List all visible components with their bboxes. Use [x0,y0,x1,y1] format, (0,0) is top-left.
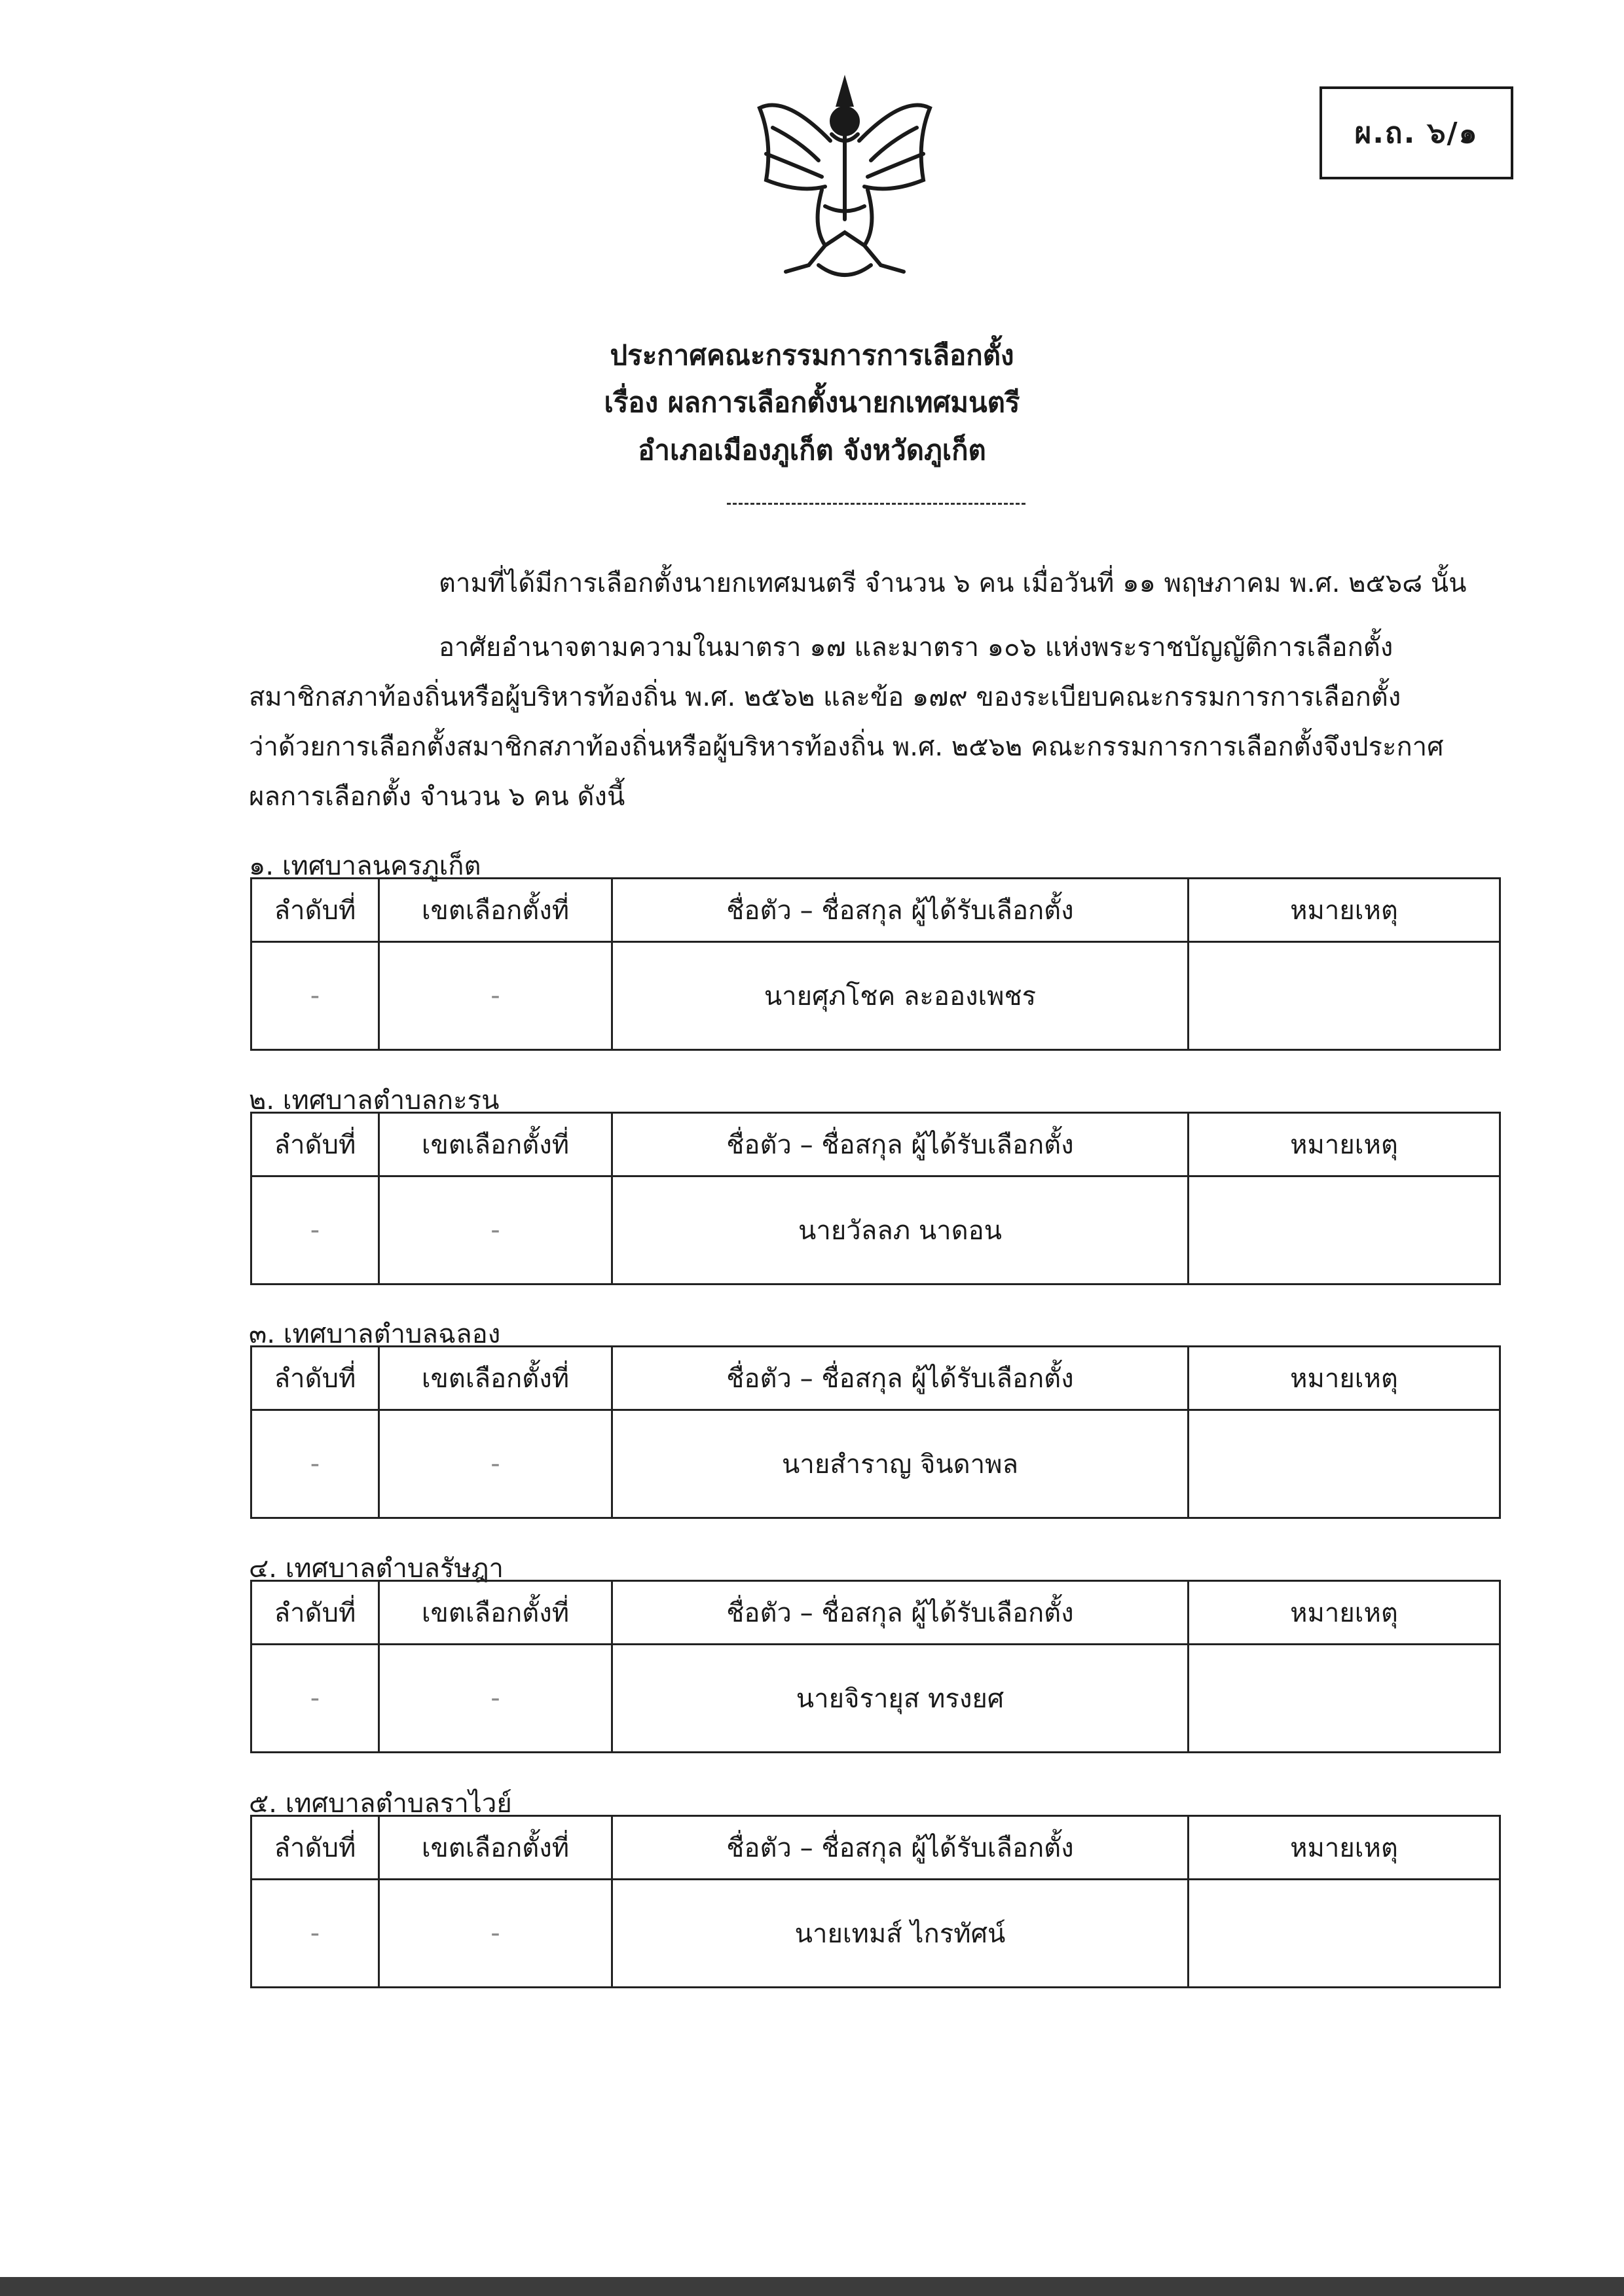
cell-district: - [379,1880,612,1988]
cell-order: - [251,1176,379,1285]
header-remark: หมายเหตุ [1189,1113,1500,1176]
garuda-emblem-icon [747,69,943,295]
cell-elected-name: นายเทมส์ ไกรทัศน์ [612,1880,1189,1988]
header-remark: หมายเหตุ [1189,1816,1500,1880]
section-label-3: ๓. เทศบาลตำบลฉลอง [249,1319,501,1349]
intro-paragraph: ตามที่ได้มีการเลือกตั้งนายกเทศมนตรี จำนวน ๖ คน เมื่อวันที่ ๑๑ พฤษภาคม พ.ศ. ๒๕๖๘ นั้น [439,568,1467,598]
cell-elected-name: นายจิรายุส ทรงยศ [612,1645,1189,1753]
header-order: ลำดับที่ [251,1113,379,1176]
cell-order: - [251,1410,379,1518]
form-code-box: ผ.ถ. ๖/๑ [1320,86,1513,179]
header-district: เขตเลือกตั้งที่ [379,1816,612,1880]
cell-remark [1189,1880,1500,1988]
header-order: ลำดับที่ [251,1347,379,1410]
header-name: ชื่อตัว – ชื่อสกุล ผู้ได้รับเลือกตั้ง [612,879,1189,942]
section-label-2: ๒. เทศบาลตำบลกะรน [249,1085,500,1116]
cell-order: - [251,942,379,1050]
cell-elected-name: นายสำราญ จินดาพล [612,1410,1189,1518]
section-label-1: ๑. เทศบาลนครภูเก็ต [249,851,481,881]
authority-line-4: ผลการเลือกตั้ง จำนวน ๖ คน ดังนี้ [249,782,625,812]
table-row [251,1645,1500,1753]
announcement-subject: เรื่อง ผลการเลือกตั้งนายกเทศมนตรี [604,386,1020,418]
cell-order: - [251,1645,379,1753]
cell-district: - [379,1410,612,1518]
table-header-row [251,879,1500,942]
header-order: ลำดับที่ [251,879,379,942]
cell-district: - [379,942,612,1050]
results-table-2 [250,1112,1501,1285]
results-table-3 [250,1345,1501,1519]
authority-line-1: อาศัยอำนาจตามความในมาตรา ๑๗ และมาตรา ๑๐๖ แห่งพระราชบัญญัติการเลือกตั้ง [439,632,1393,663]
cell-remark [1189,1176,1500,1285]
header-district: เขตเลือกตั้งที่ [379,879,612,942]
table-row [251,1176,1500,1285]
header-remark: หมายเหตุ [1189,1581,1500,1645]
header-name: ชื่อตัว – ชื่อสกุล ผู้ได้รับเลือกตั้ง [612,1113,1189,1176]
announcement-location: อำเภอเมืองภูเก็ต จังหวัดภูเก็ต [638,434,986,466]
table-header-row [251,1347,1500,1410]
announcement-title: ประกาศคณะกรรมการการเลือกตั้ง [610,339,1014,371]
section-label-4: ๔. เทศบาลตำบลรัษฎา [249,1554,504,1584]
header-name: ชื่อตัว – ชื่อสกุล ผู้ได้รับเลือกตั้ง [612,1347,1189,1410]
section-label-5: ๕. เทศบาลตำบลราไวย์ [249,1789,512,1819]
cell-district: - [379,1645,612,1753]
cell-remark [1189,942,1500,1050]
header-order: ลำดับที่ [251,1816,379,1880]
table-header-row [251,1581,1500,1645]
header-name: ชื่อตัว – ชื่อสกุล ผู้ได้รับเลือกตั้ง [612,1816,1189,1880]
header-name: ชื่อตัว – ชื่อสกุล ผู้ได้รับเลือกตั้ง [612,1581,1189,1645]
results-table-1 [250,877,1501,1051]
table-row [251,942,1500,1050]
header-district: เขตเลือกตั้งที่ [379,1113,612,1176]
cell-elected-name: นายศุภโชค ละอองเพชร [612,942,1189,1050]
table-header-row [251,1113,1500,1176]
cell-remark [1189,1410,1500,1518]
title-divider [727,503,1025,505]
scan-edge-bar [0,2277,1624,2296]
authority-line-3: ว่าด้วยการเลือกตั้งสมาชิกสภาท้องถิ่นหรือผู้บริหารท้องถิ่น พ.ศ. ๒๕๖๒ คณะกรรมการการเลือกตั้งจึงประกาศ [249,732,1444,762]
header-order: ลำดับที่ [251,1581,379,1645]
table-row [251,1410,1500,1518]
header-district: เขตเลือกตั้งที่ [379,1347,612,1410]
authority-line-2: สมาชิกสภาท้องถิ่นหรือผู้บริหารท้องถิ่น พ.ศ. ๒๕๖๒ และข้อ ๑๗๙ ของระเบียบคณะกรรมการการเลือกตั้ง [249,682,1401,712]
table-header-row [251,1816,1500,1880]
cell-remark [1189,1645,1500,1753]
header-remark: หมายเหตุ [1189,1347,1500,1410]
results-table-4 [250,1580,1501,1753]
cell-elected-name: นายวัลลภ นาดอน [612,1176,1189,1285]
cell-order: - [251,1880,379,1988]
cell-district: - [379,1176,612,1285]
results-table-5 [250,1815,1501,1988]
table-row [251,1880,1500,1988]
header-remark: หมายเหตุ [1189,879,1500,942]
header-district: เขตเลือกตั้งที่ [379,1581,612,1645]
